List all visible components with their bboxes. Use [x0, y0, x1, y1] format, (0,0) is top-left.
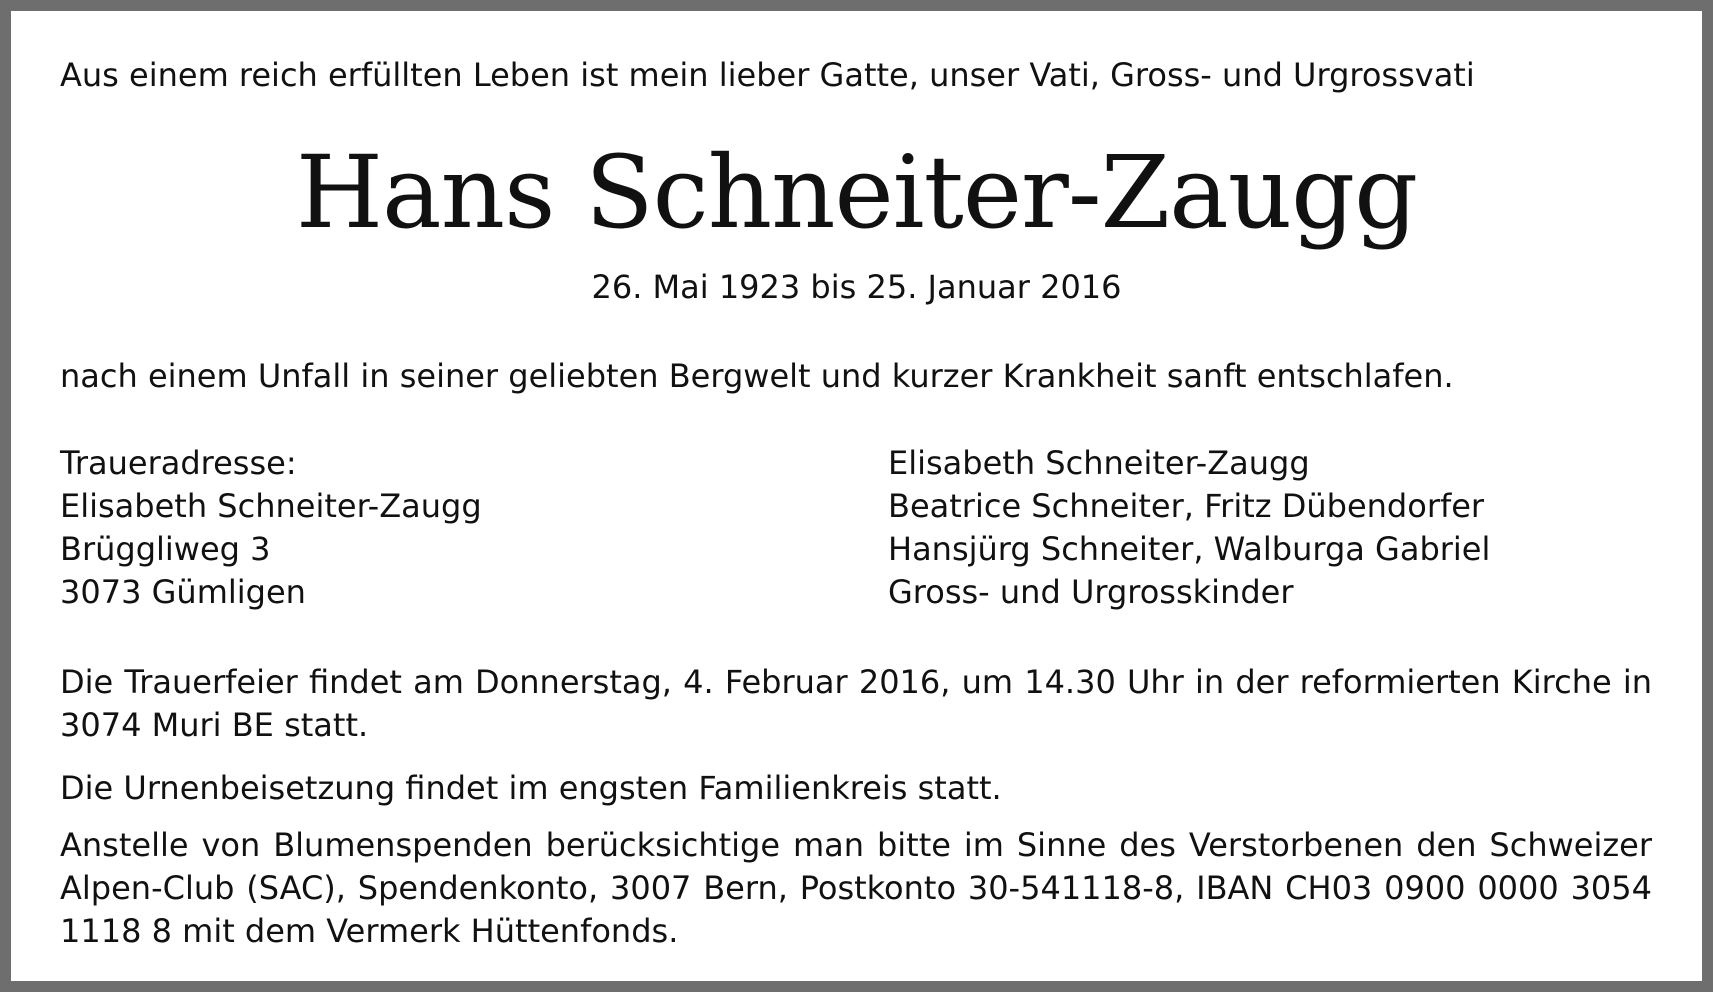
life-dates: 26. Mai 1923 bis 25. Januar 2016: [591, 268, 1122, 306]
mourner-line: Gross- und Urgrosskinder: [888, 573, 1294, 611]
urn-info: Die Urnenbeisetzung findet im engsten Familienkreis statt.: [60, 769, 1002, 807]
address-line: Elisabeth Schneiter-Zaugg: [60, 487, 482, 525]
passing-text: nach einem Unfall in seiner geliebten Bergwelt und kurzer Krankheit sanft entschlafen.: [60, 357, 1454, 395]
intro-text: Aus einem reich erfüllten Leben ist mein lieber Gatte, unser Vati, Gross- und Urgrossvati: [60, 56, 1475, 94]
mourner-line: Beatrice Schneiter, Fritz Dübendorfer: [888, 487, 1485, 525]
address-heading: Traueradresse:: [60, 444, 297, 482]
ceremony-info: Die Trauerfeier findet am Donnerstag, 4. Februar 2016, um 14.30 Uhr in der reformierten Kirche in 3074 Muri BE statt.: [60, 663, 1652, 744]
mourners-list: [888, 442, 1648, 614]
obituary-notice: [11, 11, 1702, 981]
mourning-address: [60, 442, 760, 614]
deceased-name: Hans Schneiter-Zaugg: [295, 134, 1418, 251]
address-line: Brüggliweg 3: [60, 530, 271, 568]
donation-info: Anstelle von Blumenspenden berücksichtige man bitte im Sinne des Verstorbenen den Schweizer Alpen-Club (SAC), Spendenkonto, 3007 Bern, Postkonto 30-541118-8, IBAN CH03 0900 0000 3054 1118 8 mit dem Vermerk Hüttenfonds.: [60, 826, 1652, 950]
mourner-line: Hansjürg Schneiter, Walburga Gabriel: [888, 530, 1491, 568]
mourner-line: Elisabeth Schneiter-Zaugg: [888, 444, 1310, 482]
address-line: 3073 Gümligen: [60, 573, 306, 611]
